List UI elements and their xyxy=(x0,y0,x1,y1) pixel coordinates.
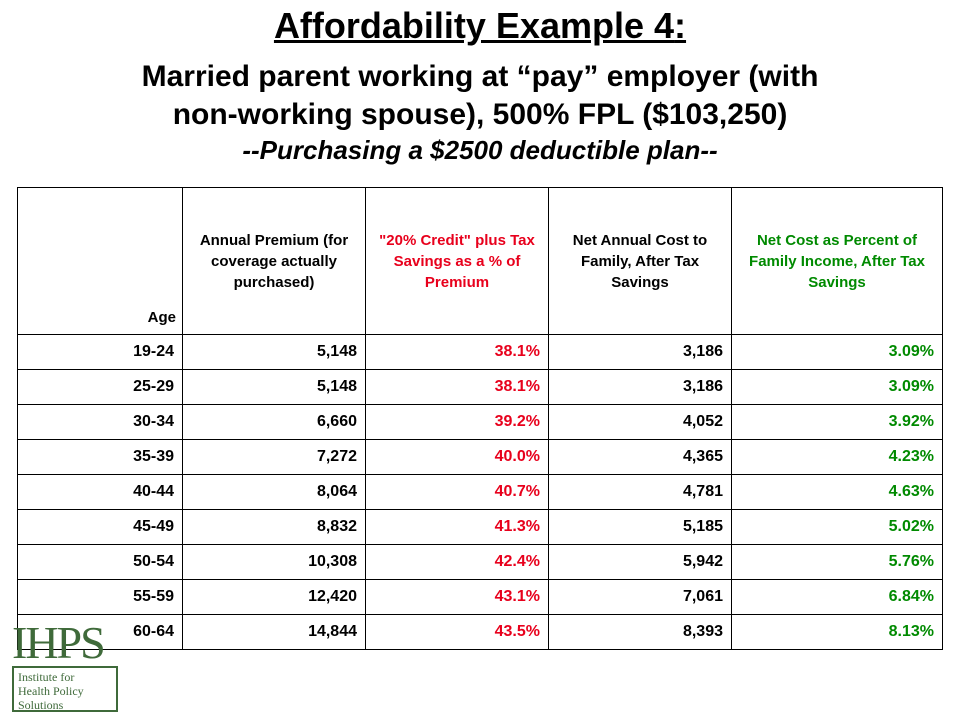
table-row xyxy=(18,335,943,370)
title-colon: : xyxy=(674,5,687,46)
table-row xyxy=(18,510,943,545)
cell-annual-premium: 14,844 xyxy=(183,615,366,650)
cell-annual-premium: 8,832 xyxy=(183,510,366,545)
cell-annual-premium: 5,148 xyxy=(183,370,366,405)
cell-age: 19-24 xyxy=(18,335,183,370)
cell-net-cost-percent: 3.92% xyxy=(732,405,943,440)
cell-net-cost-percent: 8.13% xyxy=(732,615,943,650)
cell-annual-premium: 8,064 xyxy=(183,475,366,510)
cell-credit-percent: 38.1% xyxy=(366,370,549,405)
cell-annual-premium: 12,420 xyxy=(183,580,366,615)
subtitle-line1: Married parent working at “pay” employer (with xyxy=(141,60,819,93)
cell-credit-percent: 38.1% xyxy=(366,335,549,370)
header-net-annual-cost: Net Annual Cost to Family, After Tax Savings xyxy=(549,188,732,335)
cell-net-annual-cost: 5,942 xyxy=(549,545,732,580)
cell-age: 45-49 xyxy=(18,510,183,545)
logo-line2: Health Policy xyxy=(18,684,84,698)
table-row xyxy=(18,370,943,405)
cell-credit-percent: 40.7% xyxy=(366,475,549,510)
cell-credit-percent: 43.5% xyxy=(366,615,549,650)
cell-age: 40-44 xyxy=(18,475,183,510)
table-row xyxy=(18,615,943,650)
cell-net-annual-cost: 4,052 xyxy=(549,405,732,440)
subtitle-line2: non-working spouse), 500% FPL ($103,250) xyxy=(172,98,788,131)
logo-line1: Institute for xyxy=(18,670,75,684)
cell-net-annual-cost: 5,185 xyxy=(549,510,732,545)
header-annual-premium: Annual Premium (for coverage actually purchased) xyxy=(183,188,366,335)
table-row xyxy=(18,580,943,615)
cell-annual-premium: 5,148 xyxy=(183,335,366,370)
cell-age: 30-34 xyxy=(18,405,183,440)
logo-acronym: IHPS xyxy=(12,617,104,668)
title-block xyxy=(0,0,960,166)
cell-credit-percent: 43.1% xyxy=(366,580,549,615)
page-title xyxy=(0,6,960,46)
cell-net-cost-percent: 3.09% xyxy=(732,335,943,370)
header-age: Age xyxy=(18,188,183,335)
cell-credit-percent: 40.0% xyxy=(366,440,549,475)
cell-annual-premium: 7,272 xyxy=(183,440,366,475)
cell-age: 60-64 xyxy=(18,615,183,650)
cell-net-annual-cost: 4,781 xyxy=(549,475,732,510)
cell-net-annual-cost: 7,061 xyxy=(549,580,732,615)
cell-credit-percent: 42.4% xyxy=(366,545,549,580)
cell-net-annual-cost: 3,186 xyxy=(549,370,732,405)
table-row xyxy=(18,440,943,475)
cell-net-cost-percent: 5.02% xyxy=(732,510,943,545)
cell-net-cost-percent: 6.84% xyxy=(732,580,943,615)
cell-net-cost-percent: 4.63% xyxy=(732,475,943,510)
logo-box xyxy=(12,666,118,712)
table-row xyxy=(18,475,943,510)
cell-net-cost-percent: 3.09% xyxy=(732,370,943,405)
table-row xyxy=(18,545,943,580)
cell-net-annual-cost: 3,186 xyxy=(549,335,732,370)
cell-age: 35-39 xyxy=(18,440,183,475)
cell-annual-premium: 10,308 xyxy=(183,545,366,580)
header-credit-percent: "20% Credit" plus Tax Savings as a % of Premium xyxy=(366,188,549,335)
subtitle-line3: --Purchasing a $2500 deductible plan-- xyxy=(242,135,718,165)
header-row xyxy=(18,188,943,335)
cell-age: 25-29 xyxy=(18,370,183,405)
cell-net-annual-cost: 8,393 xyxy=(549,615,732,650)
cell-annual-premium: 6,660 xyxy=(183,405,366,440)
cell-net-annual-cost: 4,365 xyxy=(549,440,732,475)
table-row xyxy=(18,405,943,440)
cell-net-cost-percent: 5.76% xyxy=(732,545,943,580)
cell-credit-percent: 39.2% xyxy=(366,405,549,440)
cell-age: 55-59 xyxy=(18,580,183,615)
logo-line3: Solutions xyxy=(18,698,64,712)
cell-age: 50-54 xyxy=(18,545,183,580)
cell-credit-percent: 41.3% xyxy=(366,510,549,545)
title-main: Affordability Example 4 xyxy=(273,5,675,46)
affordability-table xyxy=(17,187,943,650)
ihps-logo xyxy=(12,617,122,716)
cell-net-cost-percent: 4.23% xyxy=(732,440,943,475)
header-net-cost-percent: Net Cost as Percent of Family Income, After Tax Savings xyxy=(732,188,943,335)
